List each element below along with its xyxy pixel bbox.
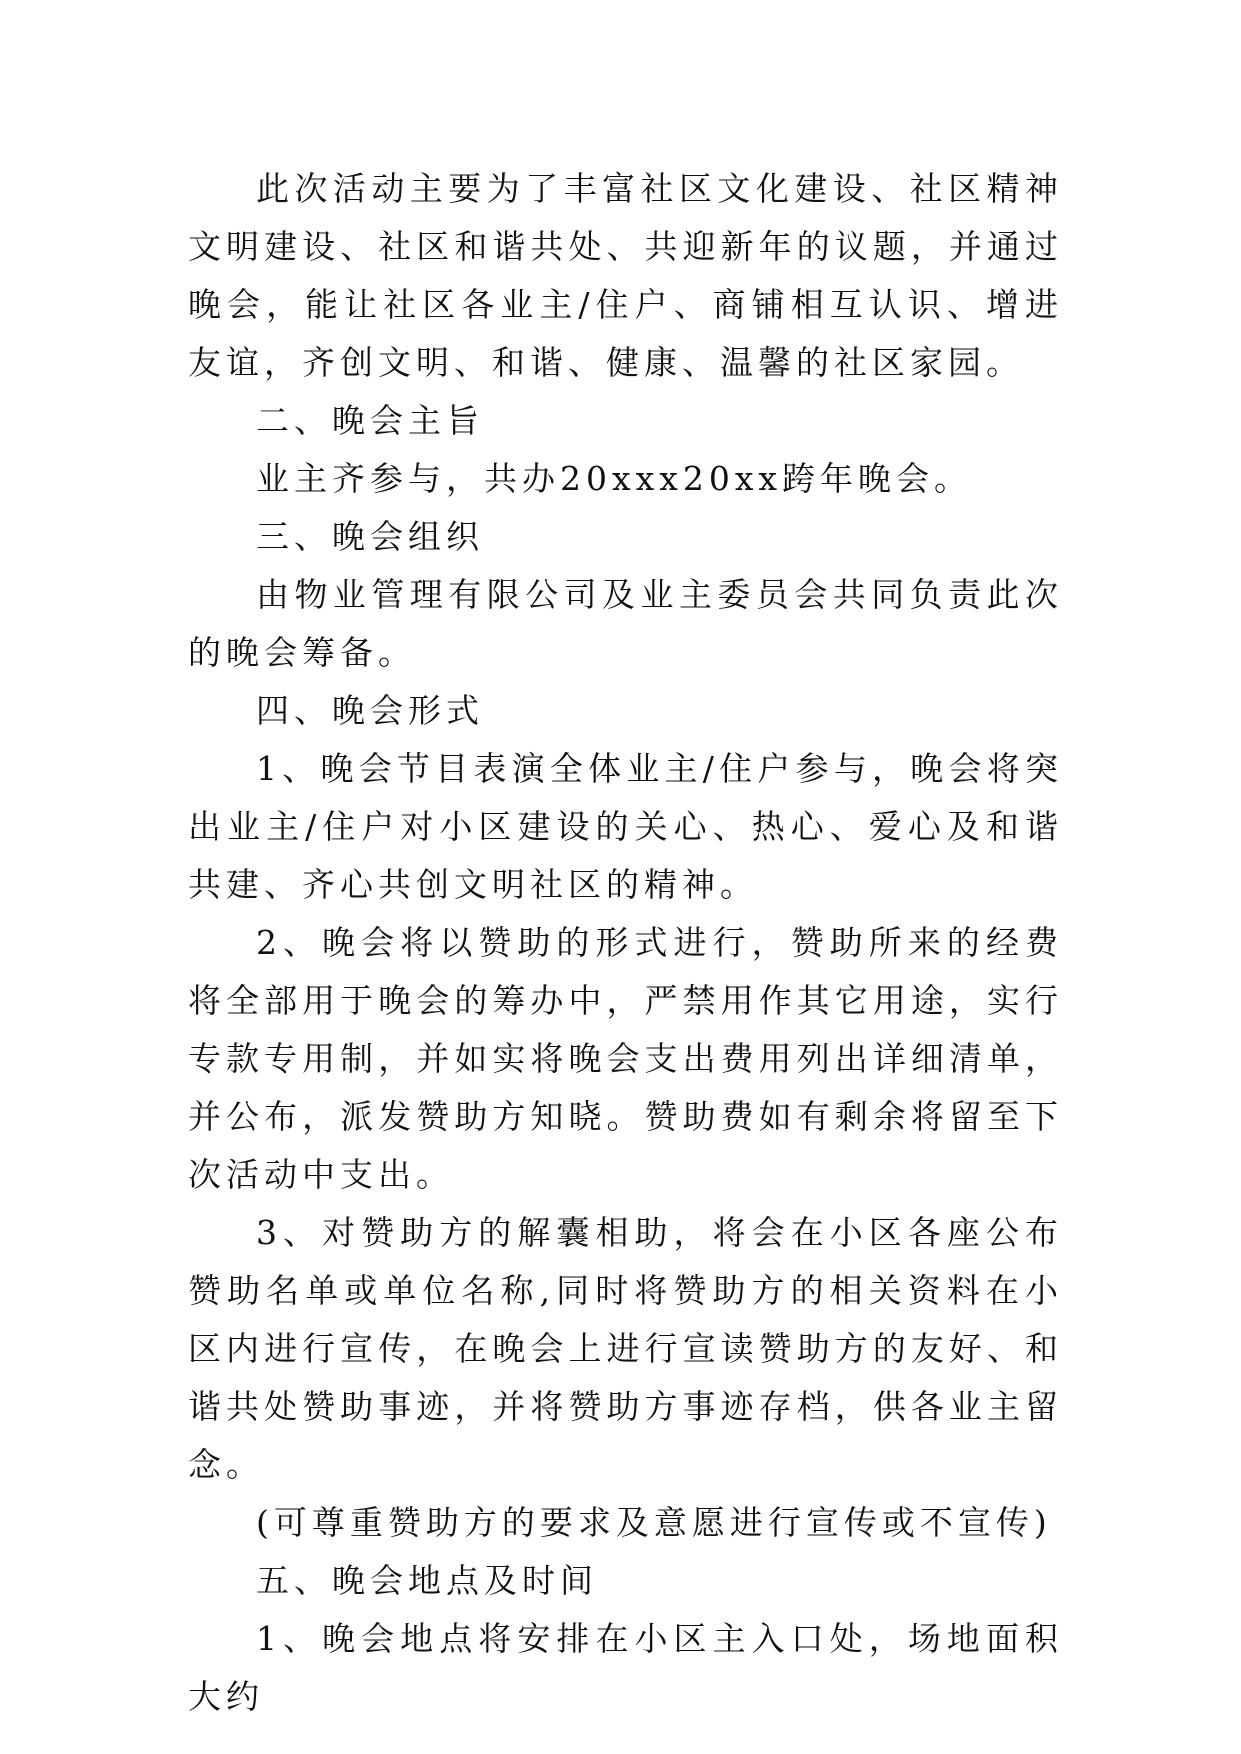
document-body <box>188 160 1063 1726</box>
paragraph-format-3: 3、对赞助方的解囊相助，将会在小区各座公布赞助名单或单位名称,同时将赞助方的相关资料在小区内进行宣传，在晚会上进行宣读赞助方的友好、和谐共处赞助事迹，并将赞助方事迹存档，供各业主留念。 <box>188 1213 1063 1484</box>
paragraph-format-1: 1、晚会节目表演全体业主/住户参与，晚会将突出业主/住户对小区建设的关心、热心、爱心及和谐共建、齐心共创文明社区的精神。 <box>188 749 1063 904</box>
section-heading-theme: 二、晚会主旨 <box>256 401 484 440</box>
section-heading-location-time: 五、晚会地点及时间 <box>256 1561 598 1600</box>
section-heading-format: 四、晚会形式 <box>256 691 484 730</box>
section-heading-organization: 三、晚会组织 <box>256 517 484 556</box>
paragraph-format-2: 2、晚会将以赞助的形式进行，赞助所来的经费将全部用于晚会的筹办中，严禁用作其它用途，实行专款专用制，并如实将晚会支出费用列出详细清单，并公布，派发赞助方知晓。赞助费如有剩余将留至下次活动中支出。 <box>188 923 1063 1194</box>
paragraph-organization: 由物业管理有限公司及业主委员会共同负责此次的晚会筹备。 <box>188 575 1063 672</box>
paragraph-location-1: 1、晚会地点将安排在小区主入口处，场地面积大约 <box>188 1619 1063 1716</box>
paragraph-note: (可尊重赞助方的要求及意愿进行宣传或不宣传) <box>256 1503 1052 1542</box>
paragraph-intro: 此次活动主要为了丰富社区文化建设、社区精神文明建设、社区和谐共处、共迎新年的议题，并通过晚会，能让社区各业主/住户、商铺相互认识、增进友谊，齐创文明、和谐、健康、温馨的社区家园。 <box>188 169 1063 382</box>
paragraph-theme: 业主齐参与，共办20xxx20xx跨年晚会。 <box>256 459 973 498</box>
